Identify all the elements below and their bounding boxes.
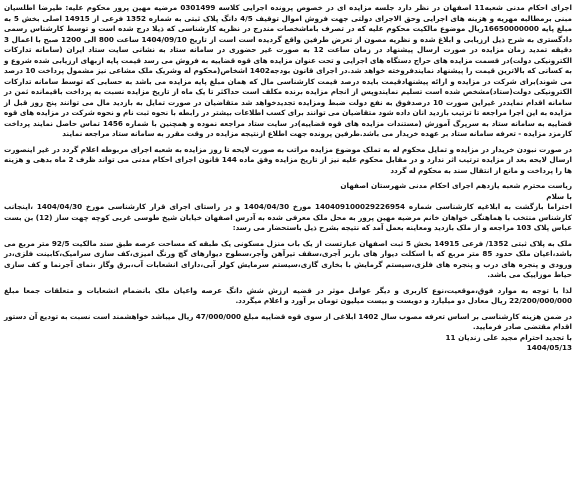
fee-paragraph: در ضمن هزینه کارشناسی بر اساس تعرفه مصوب سال 1402 ابلاغی از سوی قوه قضاییه مبلغ 47/000/000 ریال میباشد خواهشمند است نسبت به تودیع آن دستور اقدام مقتضی صادر فرمایید.: [4, 311, 572, 331]
expert-report-intro-paragraph: احتراما بازگشت به ابلاغیه کارشناسی شماره 140409100029226954 مورخ 1404/04/30 و در راستای اجرای قرار کارشناسی مورخ 1404/04/30 ،اینجانب کارشناس منتخب با هماهنگی خواهان خانم مرضیه مهین پرور به محل ملک معرفی شده به آدرس اصفهان خیابان شیخ طوسی غربی کوچه چهت ساز (12) بن بست عباس پلاک 103 مراجعه و از ملک بازدید ومعاینه بعمل آمد که نتیجه بشرح ذیل باستحضار می رسد:: [4, 202, 572, 232]
closing-line: با تجدید احترام مجید علی زندیان 11: [445, 332, 572, 342]
greeting-line: با سلام: [546, 191, 572, 201]
valuation-paragraph: لذا با توجه به موارد فوق،موقعیت،نوع کاربری و دیگر عوامل موثر در قضیه ارزش شش دانگ عرصه واعیان ملک بانضمام انشعابات و متعلقات جمعا مبلغ 22/200/000/000 ریال معادل دو میلیارد و دویست و بیست میلیون تومان بر آورد و اعلام میگردد.: [4, 285, 572, 305]
addressee-line: ریاست محترم شعبه یازدهم اجرای احکام مدنی شهرستان اصفهان: [340, 181, 572, 190]
buyer-absence-paragraph: در صورت نبودن خریدار در مزایده و تمایل محکوم له به تملک موضوع مزایده مراتب به صورت لایحه تا روز مزایده به شعبه اجرای مربوطه اعلام گردد در غیر اینصورت ارسال لایحه بعد از مزایده ترتیب اثر ندارد و در مقابل محکوم علیه نیز از تاریخ مزایده وفق ماده 144 قانون اجرای احکام مدنی می تواند ظرف 2 ماه بدهی و هزینه ها را پرداخت و مانع از انتقال سند به محکوم له گردد: [4, 144, 572, 175]
date-line: 1404/05/13: [526, 343, 572, 352]
auction-notice-paragraph: اجرای احکام مدنی شعبه11 اصفهان در نظر دارد جلسه مزایده ای در خصوص پرونده اجرایی کلاسه 0301499 مرضیه مهین پرور محکوم علیه: طیرضا اطلسیان مبنی برمطالبه مهریه و هزینه های اجرایی وحق الاجرای دولتی جهت فروش اموال توقیف 4/5 دانگ پلاک ثبتی به شماره 1352 فرعی از 14915 اصلی بخش 5 به مبلغ پایه 16650000000ریال موضوع مالکیت محکوم علیه که در تصرف باماشخصات مندرج در نظریه کارشناسی که ذیلا درج شده است و توسط کارشناس رسمی دادگستری به شرح ذیل ارزیابی و ابلاغ شده و نظریه مصون از تعرض طرفین واقع گردیده است است از تاریخ 1404/09/10 ساعت 800 الی 1200 صبح با اعمال 3 دقیقه تمدید زمان مزایده در صورت ارسال پیشنهاد در زمان ساعت 12 به صورت غیر حضوری در سامانه ستاد به نشانی سایت ستاد ایران (سامانه تدارکات الکترونیکی دولت)در قسمت مزایده های حراج دستگاه های اجرایی و تحت عنوان مزایده های قوه قضاییه به فروش می رسد قیمت پایه ازبهای ارزیابی شده شروع و به کسانی که بالاترین قیمت را پیشنهاد نمایندفروخته خواهد شد.در اجرای قانون بودجه1402 اشخاص(محکوم له وشریک ملک مشاعی نیز مشمول پرداخت 10 درصد می شوند)برای شرکت در مزایده و ارائه پیشنهادقیمت بایده درصد قیمت کارشناسی مال که همان مبلغ پایه مزایده می باشد به حسابی که توسط سامانه تدارکات الکترونیکی دولت(ستاد)مشخص شده است تسلیم نمایندوپس از انجام مزایده برنده مکلف است حداکثر تا یک ماه از تاریخ مزایده نسبت به پرداخت باقیمانده ثمن در سامانه اقدام نمایددر غیراین صورت 10 درصدفوق به نفع دولت ضبط ومزایده تجدیدخواهد شد متقاضیان در صورت تمایل به بازدید مال می توانند پنج روز قبل از مزایده به این اجرا مراجعه تا ترتیب بازدید انان داده شود متقاضیان می توانند برای کسب اطلاعات بیشتر در رابطه با نحوه ثبت نام و نحوه شرکت در مزایده های قوه قضاییه به سامانه ستاد به سرپرگ آموزش (مستندات مزایده های قوه قضاییه)در سایت ستاد مراجعه نموده و همچنین با شماره 1456 تماس حاصل نمایند پرداخت کارمزد مزایده - تعرفه سامانه ستاد بر عهده خریدار می باشد.طرفین پرونده جهت اطلاع ازنتیجه مزایده در وقت مقرر به سامانه ستاد مراجعه نمایند: [4, 3, 573, 138]
property-description-paragraph: ملک به پلاک ثبتی 1352/ فرعی 14915 بخش 5 ثبت اصفهان عبارتست از یک باب منزل مسکونی یک طبقه که مساحت عرصه طبق سند مالکیت 92/5 متر مربع می باشد،اعیان ملک حدود 85 متر مربع که با اسکلت دیوار های باربر آجری،سقف تیرآهن وآجر،سطوح دیوارهای گچ ورنگ امیزی،کف سازی سرامیک،کابینت فلزی،در ورودی و پنجره های درب و پنجره های فلزی،سیستم گرمایش با بخاری گازی،سیستم سرمایش کولر آبی،دارای انشعابات آب،برق وگاز ،نمای آجرنما و کف سازی حیاط موزاییک می باشد.: [4, 238, 572, 279]
